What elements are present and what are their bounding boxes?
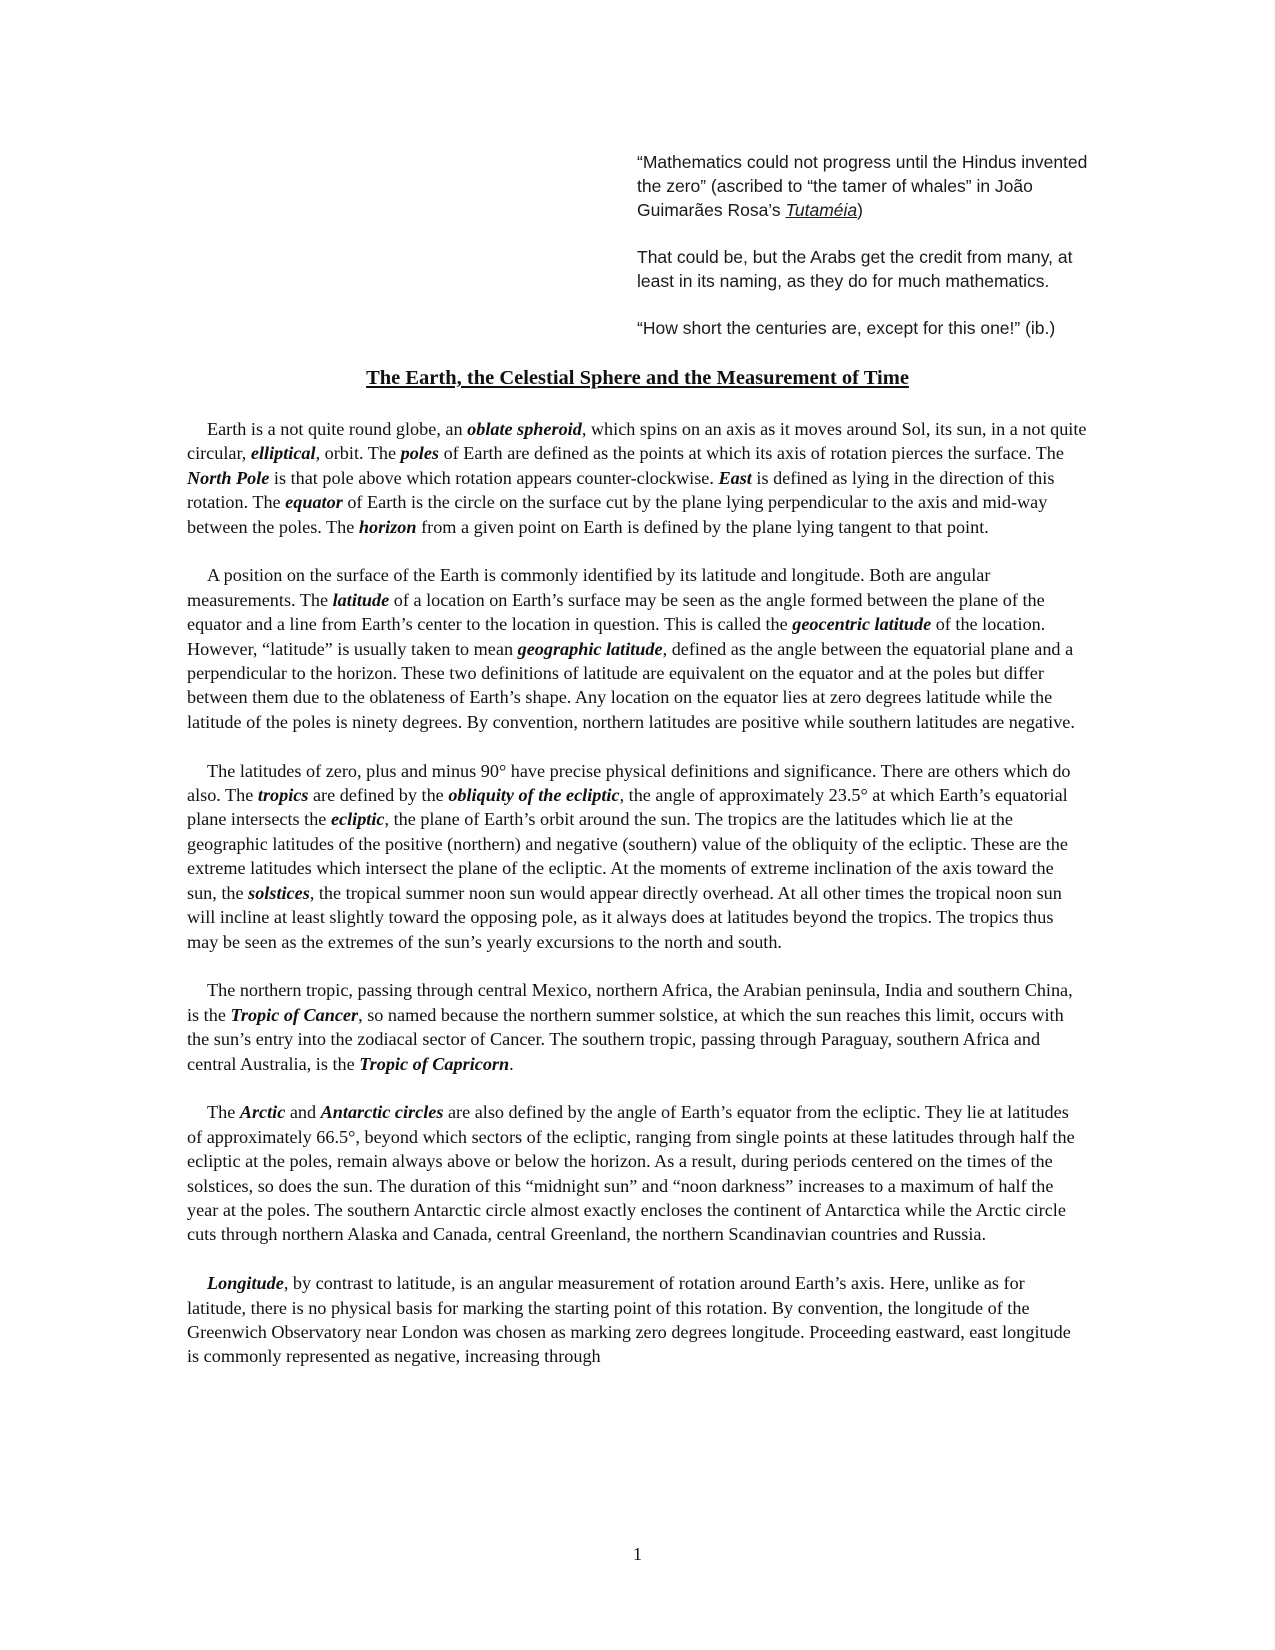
- text-run: of Earth are defined as the points at which its axis of rotation pierces the surface. The: [439, 443, 1064, 464]
- page-number: 1: [633, 1544, 642, 1564]
- defined-term: latitude: [332, 589, 390, 610]
- text-run: , by contrast to latitude, is an angular measurement of rotation around Earth’s axis. Here, unlike as for latitude, there is no physical basis for marking the starting point of this rotation. By convention, the longitude of the Greenwich Observatory near London was chosen as marking zero degrees longitude. Proceeding eastward, east longitude is commonly represented as negative, increasing through: [187, 1273, 1071, 1367]
- defined-term: geocentric latitude: [792, 614, 932, 635]
- paragraph: [187, 759, 1087, 954]
- text-run: , so named because the northern summer solstice, at which the sun reaches this limit, occurs with the sun’s entry into the zodiacal sector of Cancer. The southern tropic, passing through Paraguay, southern Africa and central Australia, is the: [187, 1004, 1064, 1074]
- defined-term: geographic latitude: [517, 638, 663, 659]
- text-run: is that pole above which rotation appears counter-clockwise.: [269, 467, 719, 488]
- text-run: from a given point on Earth is defined by the plane lying tangent to that point.: [416, 516, 989, 537]
- text-run: .: [509, 1053, 514, 1074]
- defined-term: Antarctic circles: [320, 1102, 444, 1123]
- text-run: , the plane of Earth’s orbit around the sun. The tropics are the latitudes which lie at the geographic latitudes of the positive (northern) and negative (southern) value of the obliquity of the ecliptic. These are the extreme latitudes which intersect the plane of the ecliptic. At the moments of extreme inclination of the axis toward the sun, the: [187, 809, 1068, 903]
- defined-term: obliquity of the ecliptic: [448, 785, 620, 806]
- book-title-tutameia: Tutaméia: [785, 200, 858, 220]
- text-run: The: [207, 1102, 240, 1123]
- defined-term: poles: [400, 443, 440, 464]
- text-run: A position on the surface of the Earth is commonly identified by its latitude and longitude. Both are angular measurements. The: [187, 565, 991, 610]
- text-run: of a location on Earth’s surface may be seen as the angle formed between the plane of the equator and a line from Earth’s center to the location in question. This is called the: [187, 589, 1045, 635]
- epigraph: [637, 150, 1107, 340]
- defined-term: ecliptic: [330, 809, 385, 830]
- defined-term: solstices: [248, 882, 310, 903]
- defined-term: Tropic of Cancer: [230, 1004, 359, 1025]
- text-run: of Earth is the circle on the surface cut by the plane lying perpendicular to the axis and mid-way between the poles. The: [187, 492, 1048, 537]
- text-run: and: [285, 1102, 321, 1123]
- text-run: , the tropical summer noon sun would appear directly overhead. At all other times the tropical noon sun will incline at least slightly toward the opposing pole, as it always does at latitudes beyond the tropics. The tropics thus may be seen as the extremes of the sun’s yearly excursions to the north and south.: [187, 882, 1062, 952]
- defined-term: North Pole: [187, 467, 270, 488]
- paragraph: [187, 1100, 1087, 1246]
- text-run: , which spins on an axis as it moves around Sol, its sun, in a not quite circular,: [187, 419, 1087, 464]
- epigraph-quote-centuries: “How short the centuries are, except for this one!” (ib.): [637, 318, 1056, 338]
- defined-term: Arctic: [239, 1102, 286, 1123]
- text-run: , the angle of approximately 23.5° at which Earth’s equatorial plane intersects the: [187, 785, 1068, 830]
- text-run: are defined by the: [308, 785, 449, 806]
- text-run: of the location. However, “latitude” is usually taken to mean: [187, 614, 1046, 659]
- defined-term: elliptical: [250, 443, 316, 464]
- paragraph: [187, 563, 1087, 734]
- paragraph: [187, 978, 1087, 1076]
- document-title: The Earth, the Celestial Sphere and the Measurement of Time: [366, 367, 909, 389]
- text-run: Earth is a not quite round globe, an: [207, 419, 468, 439]
- text-run: The latitudes of zero, plus and minus 90° have precise physical definitions and significance. There are others which do also. The: [187, 760, 1071, 806]
- defined-term: Longitude: [207, 1273, 284, 1294]
- defined-term: horizon: [358, 516, 417, 537]
- paragraph: [187, 417, 1087, 539]
- epigraph-quote-zero: “Mathematics could not progress until the Hindus invented the zero” (ascribed to “the tamer of whales” in João Guimarães Rosa’s Tutaméia): [637, 152, 1088, 220]
- text-run: are also defined by the angle of Earth’s equator from the ecliptic. They lie at latitudes of approximately 66.5°, beyond which sectors of the ecliptic, ranging from single points at these latitudes through half the ecliptic at the poles, remain always above or below the horizon. As a result, during periods centered on the times of the solstices, so does the sun. The duration of this “midnight sun” and “noon darkness” increases to a maximum of half the year at the poles. The southern Antarctic circle almost exactly encloses the continent of Antarctica while the Arctic circle cuts through northern Alaska and Canada, central Greenland, the northern Scandinavian countries and Russia.: [187, 1102, 1075, 1245]
- text-run: The northern tropic, passing through central Mexico, northern Africa, the Arabian peninsula, India and southern China, is the: [187, 980, 1073, 1025]
- defined-term: tropics: [257, 785, 309, 806]
- body-text: [187, 417, 1087, 1393]
- defined-term: East: [718, 467, 752, 488]
- text-run: , defined as the angle between the equatorial plane and a perpendicular to the horizon. These two definitions of latitude are equivalent on the equator and at the poles but differ between them due to the oblateness of Earth’s shape. Any location on the equator lies at zero degrees latitude while the latitude of the poles is ninety degrees. By convention, northern latitudes are positive while southern latitudes are negative.: [187, 638, 1075, 732]
- epigraph-arabs-note: That could be, but the Arabs get the credit from many, at least in its naming, as they do for much mathematics.: [637, 247, 1073, 291]
- defined-term: Tropic of Capricorn: [359, 1053, 510, 1074]
- text-run: , orbit. The: [315, 443, 401, 464]
- defined-term: equator: [285, 492, 343, 513]
- text-run: is defined as lying in the direction of this rotation. The: [187, 467, 1055, 513]
- paragraph: [187, 1271, 1087, 1369]
- defined-term: oblate spheroid: [467, 419, 582, 439]
